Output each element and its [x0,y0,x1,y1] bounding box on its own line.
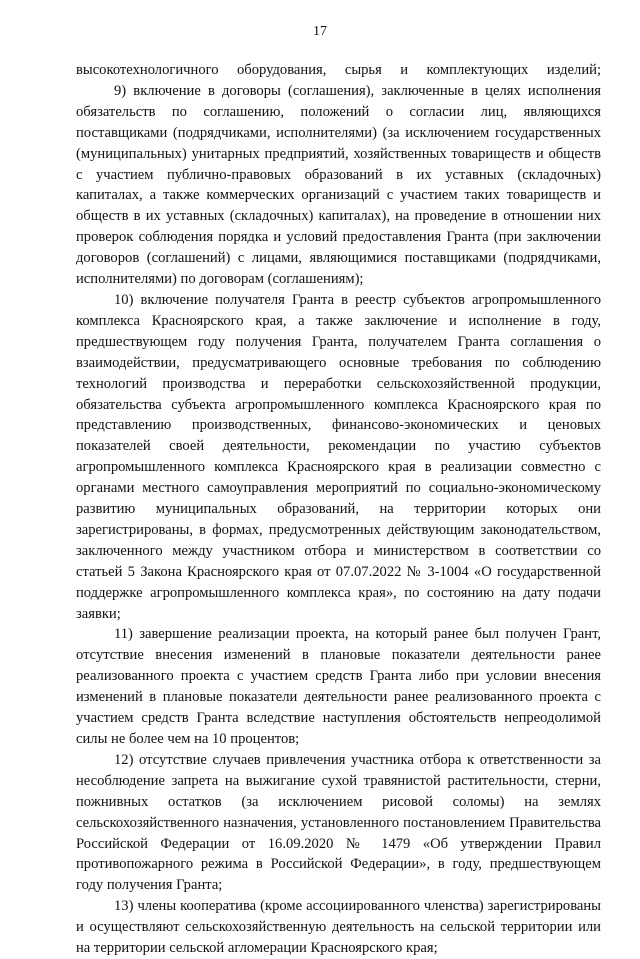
paragraph-item-11: 11) завершение реализации проекта, на который ранее был получен Грант, отсутствие внесения изменений в плановые показатели деятельности ранее реализованного проекта с участием средств Гранта либо при условии внесения изменений в плановые показатели деятельности ранее реализованного проекта с участием средств Гранта вследствие наступления обстоятельств непреодолимой силы не более чем на 10 процентов; [76,626,601,747]
page-number: 17 [313,24,327,39]
paragraph-item-10: 10) включение получателя Гранта в реестр субъектов агропромышленного комплекса Красноярского края, а также заключение и исполнение в году, предшествующем году получения Гранта, получателем Гранта соглашения о взаимодействии, предусматривающего основные требования по соблюдению технологий производства и переработки сельскохозяйственной продукции, обязательства субъекта агропромышленного комплекса Красноярского края по представлению производственных, финансово-экономических и ценовых показателей своей деятельности, рекомендации по участию субъектов агропромышленного комплекса Красноярского края в реализации совместно с органами местного самоуправления мероприятий по социально-экономическому развитию муниципальных образований, на территории которых они зарегистрированы, в формах, предусмотренных действующим законодательством, заключенного между участником отбора и министерством в соответствии со статьей 5 Закона Красноярского края от 07.07.2022 № 3-1004 «О государственной поддержке агропромышленного комплекса края», по состоянию на дату подачи заявки; [76,291,601,622]
paragraph-item-13: 13) члены кооператива (кроме ассоциированного членства) зарегистрированы и осуществляют сельскохозяйственную деятельность на сельской территории или на территории сельской агломерации Красноярского края; [76,898,601,957]
document-body [76,60,601,959]
paragraph-item-9: 9) включение в договоры (соглашения), заключенные в целях исполнения обязательств по соглашению, положений о согласии лиц, являющихся поставщиками (подрядчиками, исполнителями) (за исключением государственных (муниципальных) унитарных предприятий, хозяйственных товариществ и обществ с участием публично-правовых образований в их уставных (складочных) капиталах, а также коммерческих организаций с участием таких товариществ и обществ в их уставных (складочных) капиталах), на проведение в отношении них проверок соблюдения порядка и условий предоставления Гранта (при заключении договоров (соглашений) с лицами, являющимися поставщиками (подрядчиками, исполнителями) по договорам (соглашениям); [76,82,601,288]
paragraph-continuation: высокотехнологичного оборудования, сырья и комплектующих изделий; [76,62,601,78]
paragraph-item-12: 12) отсутствие случаев привлечения участника отбора к ответственности за несоблюдение запрета на выжигание сухой травянистой растительности, стерни, пожнивных остатков (за исключением рисовой соломы) на землях сельскохозяйственного назначения, установленного постановлением Правительства Российской Федерации от 16.09.2020 № 1479 «Об утверждении Правил противопожарного режима в Российской Федерации», в году, предшествующем году получения Гранта; [76,751,601,894]
